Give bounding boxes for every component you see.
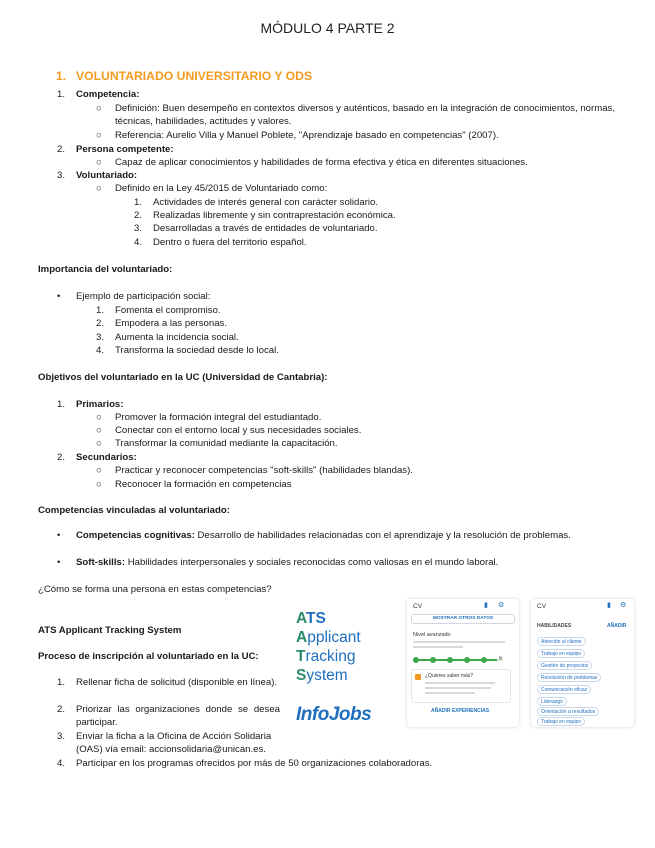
list-number: 1. xyxy=(57,677,66,688)
placeholder-text-line xyxy=(425,692,475,694)
cv-panel-title: CV xyxy=(413,603,423,610)
comment-icon[interactable]: ▮ xyxy=(484,602,488,609)
circle-bullet: ○ xyxy=(96,103,102,114)
list-item-label: Secundarios: xyxy=(76,452,137,463)
skill-chip[interactable]: Comunicación eficaz xyxy=(537,685,591,694)
skill-chip[interactable]: Trabajo en equipo xyxy=(537,649,585,658)
list-item-text: Soft-skills: Habilidades interpersonales y sociales reconocidas como valiosas en el mundo laboral. xyxy=(76,557,499,568)
list-number: 3. xyxy=(96,332,105,343)
list-item-text: Definición: Buen desempeño en contextos diversos y auténticos, basado en la integración de conocimientos, normas, técnicas, habilidades, actitudes y valores. xyxy=(115,103,615,128)
list-item-text: Transformar la comunidad mediante la capacitación. xyxy=(115,438,338,449)
lightbulb-icon xyxy=(415,674,421,680)
add-skill-button[interactable]: AÑADIR xyxy=(607,623,627,629)
list-item-text: Promover la formación integral del estudiantado. xyxy=(115,412,322,423)
section-heading: Competencias vinculadas al voluntariado: xyxy=(38,505,230,516)
list-item-label: Voluntariado: xyxy=(76,170,138,181)
list-number: 1. xyxy=(57,89,66,100)
list-number: 2. xyxy=(57,704,66,715)
list-item-text: Reconocer la formación en competencias xyxy=(115,479,292,490)
cv-panel xyxy=(407,599,519,727)
comment-icon[interactable]: ▮ xyxy=(607,602,611,609)
disc-bullet: • xyxy=(57,530,61,541)
placeholder-text-line xyxy=(425,687,491,689)
section-heading: VOLUNTARIADO UNIVERSITARIO Y ODS xyxy=(76,69,313,83)
progress-dot xyxy=(447,657,453,663)
list-number: 2. xyxy=(134,210,143,221)
list-item-text: Enviar la ficha a la Oficina de Acción Solidaria (OAS) vía email: accionsolidaria@unican.es. xyxy=(76,731,272,756)
section-heading: Objetivos del voluntariado en la UC (Universidad de Cantabria): xyxy=(38,372,328,383)
progress-dot xyxy=(413,657,419,663)
list-item-text: Competencias cognitivas: Desarrollo de habilidades relacionadas con el aprendizaje y la resolución de problemas. xyxy=(76,530,571,541)
list-item-text: Priorizar las organizaciones donde se desea participar. xyxy=(76,704,280,729)
section-number: 1. xyxy=(56,69,67,83)
list-item-label: Persona competente: xyxy=(76,144,174,155)
list-item-text: Transforma la sociedad desde lo local. xyxy=(115,345,279,356)
skill-chip[interactable]: Gestión de proyectos xyxy=(537,661,592,670)
list-number: 3. xyxy=(57,170,66,181)
suggestion-card xyxy=(411,669,511,703)
skill-chip[interactable]: Liderazgo xyxy=(537,697,567,706)
placeholder-text-line xyxy=(413,646,463,648)
list-item-text: Realizadas libremente y sin contraprestación económica. xyxy=(153,210,396,221)
infojobs-logo: InfoJobs xyxy=(296,704,372,725)
list-item-text: Conectar con el entorno local y sus necesidades sociales. xyxy=(115,425,362,436)
show-more-button[interactable]: MOSTRAR OTROS DATOS xyxy=(411,614,515,624)
list-item-text: Dentro o fuera del territorio español. xyxy=(153,237,307,248)
level-label: Nivel avanzado xyxy=(413,632,451,638)
add-experience-link[interactable]: AÑADIR EXPERIENCIAS xyxy=(431,708,490,714)
skill-chip[interactable]: Resolución de problemas xyxy=(537,673,601,682)
circle-bullet: ○ xyxy=(96,412,102,423)
circle-bullet: ○ xyxy=(96,157,102,168)
list-item-text: Participar en los programas ofrecidos por más de 50 organizaciones colaboradoras. xyxy=(76,758,433,769)
progress-dot xyxy=(481,657,487,663)
circle-bullet: ○ xyxy=(96,479,102,490)
cv-panel-title: CV xyxy=(537,603,547,610)
list-item-text: Referencia: Aurelio Villa y Manuel Poblete, "Aprendizaje basado en competencias" (2007). xyxy=(115,130,499,141)
suggestion-title: ¿Quieres saber más? xyxy=(425,673,474,679)
cv-panel xyxy=(531,599,634,727)
list-number: 3. xyxy=(134,223,143,234)
list-item-text: Definido en la Ley 45/2015 de Voluntariado como: xyxy=(115,183,328,194)
placeholder-text-line xyxy=(425,682,495,684)
list-item-text: Actividades de interés general con carácter solidario. xyxy=(153,197,379,208)
section-heading: Importancia del voluntariado: xyxy=(38,264,173,275)
list-item-text: Empodera a las personas. xyxy=(115,318,227,329)
question-text: ¿Cómo se forma una persona en estas competencias? xyxy=(38,584,272,595)
close-icon[interactable]: ✕ xyxy=(498,656,504,662)
list-item-text: Fomenta el compromiso. xyxy=(115,305,221,316)
section-heading: Proceso de inscripción al voluntariado en la UC: xyxy=(38,651,259,662)
list-number: 1. xyxy=(57,399,66,410)
list-number: 4. xyxy=(57,758,66,769)
progress-dot xyxy=(430,657,436,663)
circle-bullet: ○ xyxy=(96,438,102,449)
list-number: 3. xyxy=(57,731,66,742)
ats-logo xyxy=(296,609,361,685)
list-item-text: Aumenta la incidencia social. xyxy=(115,332,239,343)
circle-bullet: ○ xyxy=(96,465,102,476)
gear-icon[interactable]: ⚙ xyxy=(620,602,627,609)
placeholder-text-line xyxy=(413,641,505,643)
list-number: 4. xyxy=(96,345,105,356)
circle-bullet: ○ xyxy=(96,425,102,436)
ats-logo-line: ATS xyxy=(296,610,326,627)
gear-icon[interactable]: ⚙ xyxy=(498,602,505,609)
ats-logo-line: Applicant xyxy=(296,629,361,646)
list-item-text: Practicar y reconocer competencias "soft-skills" (habilidades blandas). xyxy=(115,465,413,476)
progress-track xyxy=(413,659,503,661)
disc-bullet: • xyxy=(57,291,61,302)
ats-logo-line: Tracking xyxy=(296,648,356,665)
circle-bullet: ○ xyxy=(96,130,102,141)
circle-bullet: ○ xyxy=(96,183,102,194)
skill-chip[interactable]: Trabajo en equipo xyxy=(537,717,585,726)
list-number: 4. xyxy=(134,237,143,248)
list-item-text: Ejemplo de participación social: xyxy=(76,291,211,302)
list-item-label: Primarios: xyxy=(76,399,124,410)
ats-logo-line: System xyxy=(296,667,348,684)
skills-section-title: HABILIDADES xyxy=(537,623,572,629)
skill-chip[interactable]: Orientación a resultados xyxy=(537,707,599,716)
list-number: 2. xyxy=(57,452,66,463)
list-item-label: Competencia: xyxy=(76,89,140,100)
ats-heading: ATS Applicant Tracking System xyxy=(38,625,182,636)
skill-chip[interactable]: Atención al cliente xyxy=(537,637,586,646)
page-title: MÓDULO 4 PARTE 2 xyxy=(260,20,395,36)
list-number: 2. xyxy=(57,144,66,155)
list-number: 1. xyxy=(96,305,105,316)
list-item-text: Desarrolladas a través de entidades de voluntariado. xyxy=(153,223,378,234)
disc-bullet: • xyxy=(57,557,61,568)
list-item-text: Rellenar ficha de solicitud (disponible en línea). xyxy=(76,677,278,688)
list-item-text: Capaz de aplicar conocimientos y habilidades de forma efectiva y ética en diferentes situaciones. xyxy=(115,157,528,168)
progress-dot xyxy=(464,657,470,663)
list-number: 1. xyxy=(134,197,143,208)
list-number: 2. xyxy=(96,318,105,329)
